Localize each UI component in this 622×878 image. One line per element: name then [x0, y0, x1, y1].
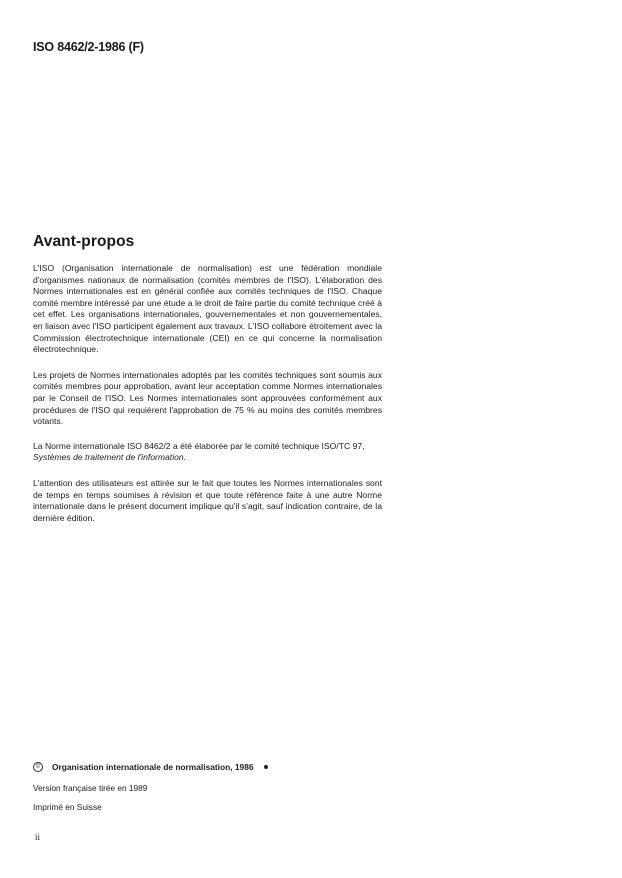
copyright-text: Organisation internationale de normalisation, 1986 [52, 762, 254, 772]
paragraph-iso-intro: L'ISO (Organisation internationale de normalisation) est une fédération mondiale d'organismes nationaux de normalisation (comités membres de l'ISO). L'élaboration des Normes internationales est en général confiée aux comités techniques de l'ISO. Chaque comité membre intéressé par une étude a le droit de faire partie du comité technique créé à cet effet. Les organisations internationales, gouvernementales et non gouvernementales, en liaison avec l'ISO participent également aux travaux. L'ISO collabore étroitement avec la Commission électrotechnique internationale (CEI) en ce qui concerne la normalisation électrotechnique. [33, 263, 382, 355]
paragraph-approval: Les projets de Normes internationales adoptés par les comités techniques sont soumis aux comités membres pour approbation, avant leur acceptation comme Normes internationales par le Conseil de l'ISO. Les Normes internationales sont approuvées conformément aux procédures de l'ISO qui requièrent l'approbation de 75 % au moins des comités membres votants. [33, 369, 382, 427]
version-note: Version française tirée en 1989 [33, 783, 148, 793]
paragraph-revision-note: L'attention des utilisateurs est attirée sur le fait que toutes les Normes internationales sont de temps en temps soumises à révision et que toute référence faite à une autre Norme internationale dans le présent document implique qu'il s'agit, sauf indication contraire, de la dernière édition. [33, 477, 382, 523]
paragraph-technical-committee [33, 441, 382, 464]
document-reference: ISO 8462/2-1986 (F) [33, 40, 144, 54]
tc-title: Systèmes de traitement de l'information. [33, 452, 187, 463]
printed-note: Imprimé en Suisse [33, 802, 102, 812]
section-heading: Avant-propos [33, 233, 135, 250]
page-number: ii [35, 832, 41, 842]
copyright-icon: © [33, 762, 43, 772]
copyright-line [33, 762, 268, 772]
bullet-icon [264, 765, 268, 769]
foreword-body [33, 263, 382, 538]
tc-line: La Norme internationale ISO 8462/2 a été élaborée par le comité technique ISO/TC 97, [33, 440, 365, 451]
